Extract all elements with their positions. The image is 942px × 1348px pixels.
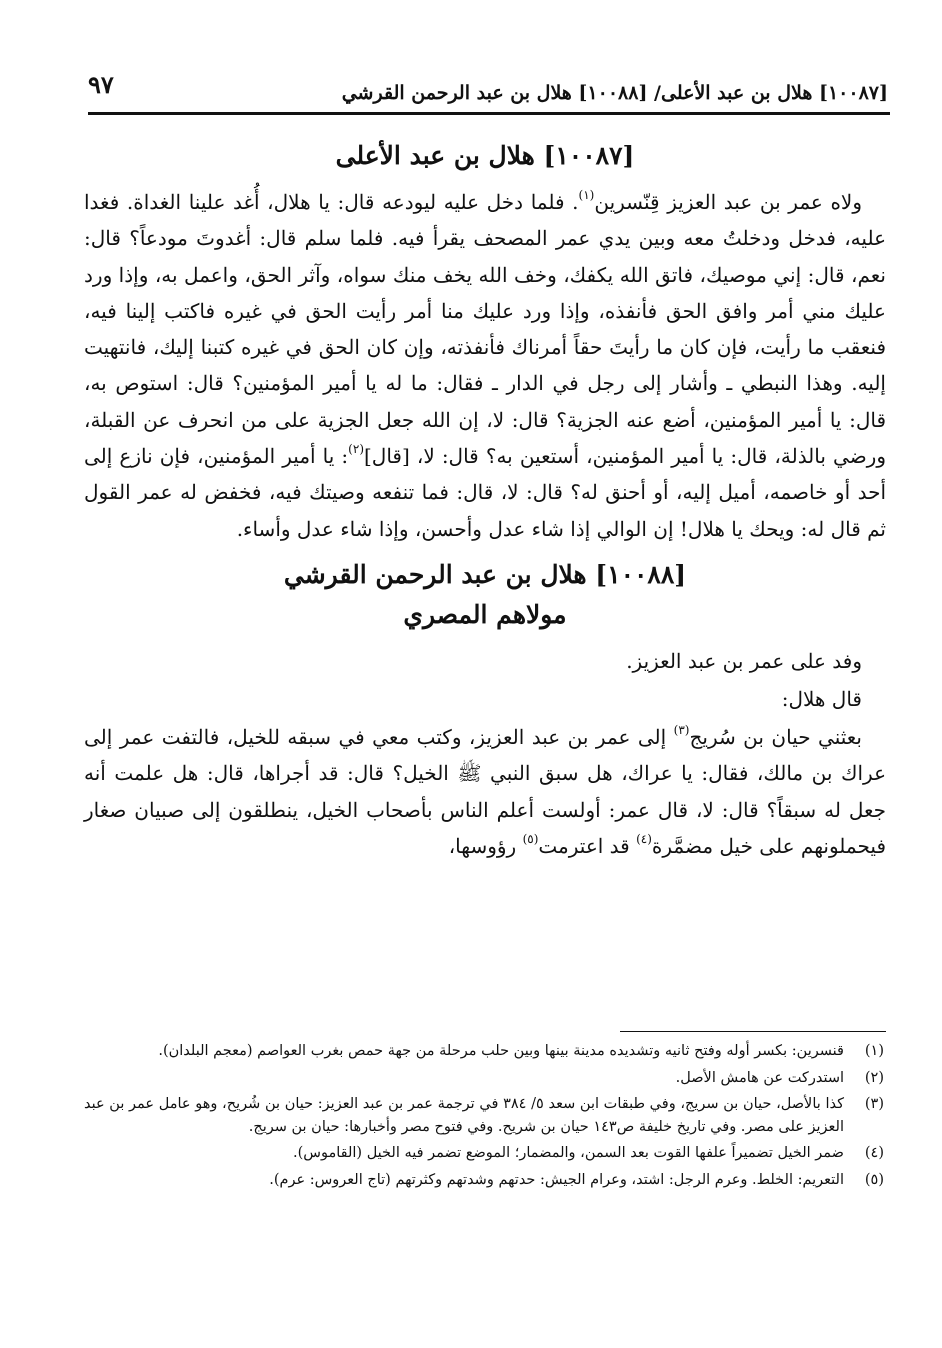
footnote-ref: (٣)	[673, 722, 690, 737]
footnote-rule	[620, 1031, 886, 1032]
paragraph-text: ولاه عمر بن عبد العزيز قِنّسرين	[594, 190, 862, 214]
paragraph-text: بعثني حيان بن سُريج	[689, 724, 862, 749]
entry-subheading: مولاهم المصري	[403, 599, 567, 629]
footnote-number: (٥)	[864, 1171, 884, 1188]
entry-line: قال هلال:	[781, 686, 862, 711]
paragraph-text: إلى عمر بن عبد العزيز، وكتب معي في سبقه للخيل، فالتفت عمر إلى عراك بن مالك، فقال: يا عراك، هل سبق النبي ﷺ الخيل؟ قال: قد أجراها، قال: هل علمت أنه جعل له سبقاً؟ قال: لا، قال عمر: أولست أعلم الناس بأصحاب الخيل، ينطلقون إلى صبيان صغار فيحملونهم على خيل مضمَّرة	[84, 724, 886, 858]
footnote-number: (٣)	[864, 1096, 884, 1112]
footnote-text: استدركت عن هامش الأصل.	[675, 1069, 844, 1086]
footnote	[84, 1093, 886, 1138]
entry-paragraph-10088	[84, 719, 886, 864]
page-number: ٩٧	[88, 70, 114, 99]
footnote-ref: (٥)	[522, 831, 539, 846]
entry-heading-10088: [١٠٠٨٨] هلال بن عبد الرحمن القرشي	[283, 559, 687, 589]
header-rule	[88, 112, 890, 115]
footnote-text: كذا بالأصل، حيان بن سريج، وفي طبقات ابن سعد ٥/ ٣٨٤ في ترجمة عمر بن عبد العزيز: حيان بن شُريح، وهو عامل عمر بن عبد العزيز على مصر. وفي تاريخ خليفة ص١٤٣ حيان بن شريح. وفي فتوح مصر وأخبارها: حيان بن سريج.	[84, 1096, 844, 1135]
paragraph-text: رؤوسها،	[448, 833, 523, 858]
running-title: [١٠٠٨٧] هلال بن عبد الأعلى/ [١٠٠٨٨] هلال بن عبد الرحمن القرشي	[341, 82, 888, 104]
footnote	[84, 1169, 886, 1192]
footnotes	[84, 1040, 886, 1195]
footnote-number: (١)	[864, 1043, 884, 1059]
footnote	[84, 1067, 886, 1090]
footnote-ref: (٢)	[348, 442, 364, 457]
paragraph-text: . فلما دخل عليه ليودعه قال: يا هلال، أُغد علينا الغداة. فغدا عليه، فدخل ودخلتُ معه وبين يدي عمر المصحف يقرأ فيه. فلما سلم قال: أغدوتَ مودعاً؟ قال: نعم، قال: إني موصيك، فاتق الله يكفك، وخف الله يخف منك سواه، وآثر الحق، واعمل به، وإذا ورد عليك مني أمر وافق الحق فأنفذه، وإذا ورد عليك منا أمر رأيت الحق في غيره فاكتب إلينا فيه، فنعقب ما رأيت، فإن كان ما رأيتَ حقاً أمرناك فأنفذته، وإن كان الحق في غيره كتبنا إليك، فانتهيت إليه. وهذا النبطي ـ وأشار إلى رجل في الدار ـ فقال: ما له يا أمير المؤمنين؟ قال: استوص به، قال: يا أمير المؤمنين، أضع عنه الجزية؟ قال: لا، إن الله جعل الجزية على من انحرف عن القبلة، ورضي بالذلة، قال: يا أمير المؤمنين، أستعين به؟ قال: لا، [قال]	[84, 190, 886, 469]
entry-heading-10087: [١٠٠٨٧] هلال بن عبد الأعلى	[335, 141, 635, 170]
entry-paragraph-10087	[84, 184, 886, 547]
footnote	[84, 1040, 886, 1063]
footnote-number: (٢)	[864, 1069, 884, 1086]
footnote-ref: (٤)	[636, 831, 652, 846]
footnote-number: (٤)	[864, 1145, 884, 1161]
footnote-text: ضمر الخيل تضميراً علفها القوت بعد السمن، والمضمار؛ الموضع تضمر فيه الخيل (القاموس).	[293, 1145, 844, 1161]
footnote-text: قنسرين: بكسر أوله وفتح ثانيه وتشديده مدينة بينها وبين حلب مرحلة من جهة حمص بغرب العواصم (معجم البلدان).	[158, 1043, 844, 1059]
page-header	[88, 62, 888, 106]
footnote-ref: (١)	[578, 188, 595, 202]
paragraph-text: قد اعترمت	[538, 833, 637, 858]
footnote	[84, 1142, 886, 1165]
page-body	[84, 134, 886, 864]
paragraph-text: : يا أمير المؤمنين، فإن نازع إلى أحد أو خاصمه، أميل إليه، أو أحنق له؟ قال: لا، قال: فما تنفعه وصيتك فيه، فخفض له عمر القول ثم قال له: ويحك يا هلال! إن الوالي إذا شاء عدل وأحسن، وإذا شاء عدل وأساء.	[84, 444, 886, 541]
footnote-text: التعريم: الخلط. وعرم الرجل: اشتد، وعرام الجيش: حدتهم وشدتهم وكثرتهم (تاج العروس: عرم).	[269, 1171, 844, 1188]
entry-line: وفد على عمر بن عبد العزيز.	[626, 648, 862, 673]
